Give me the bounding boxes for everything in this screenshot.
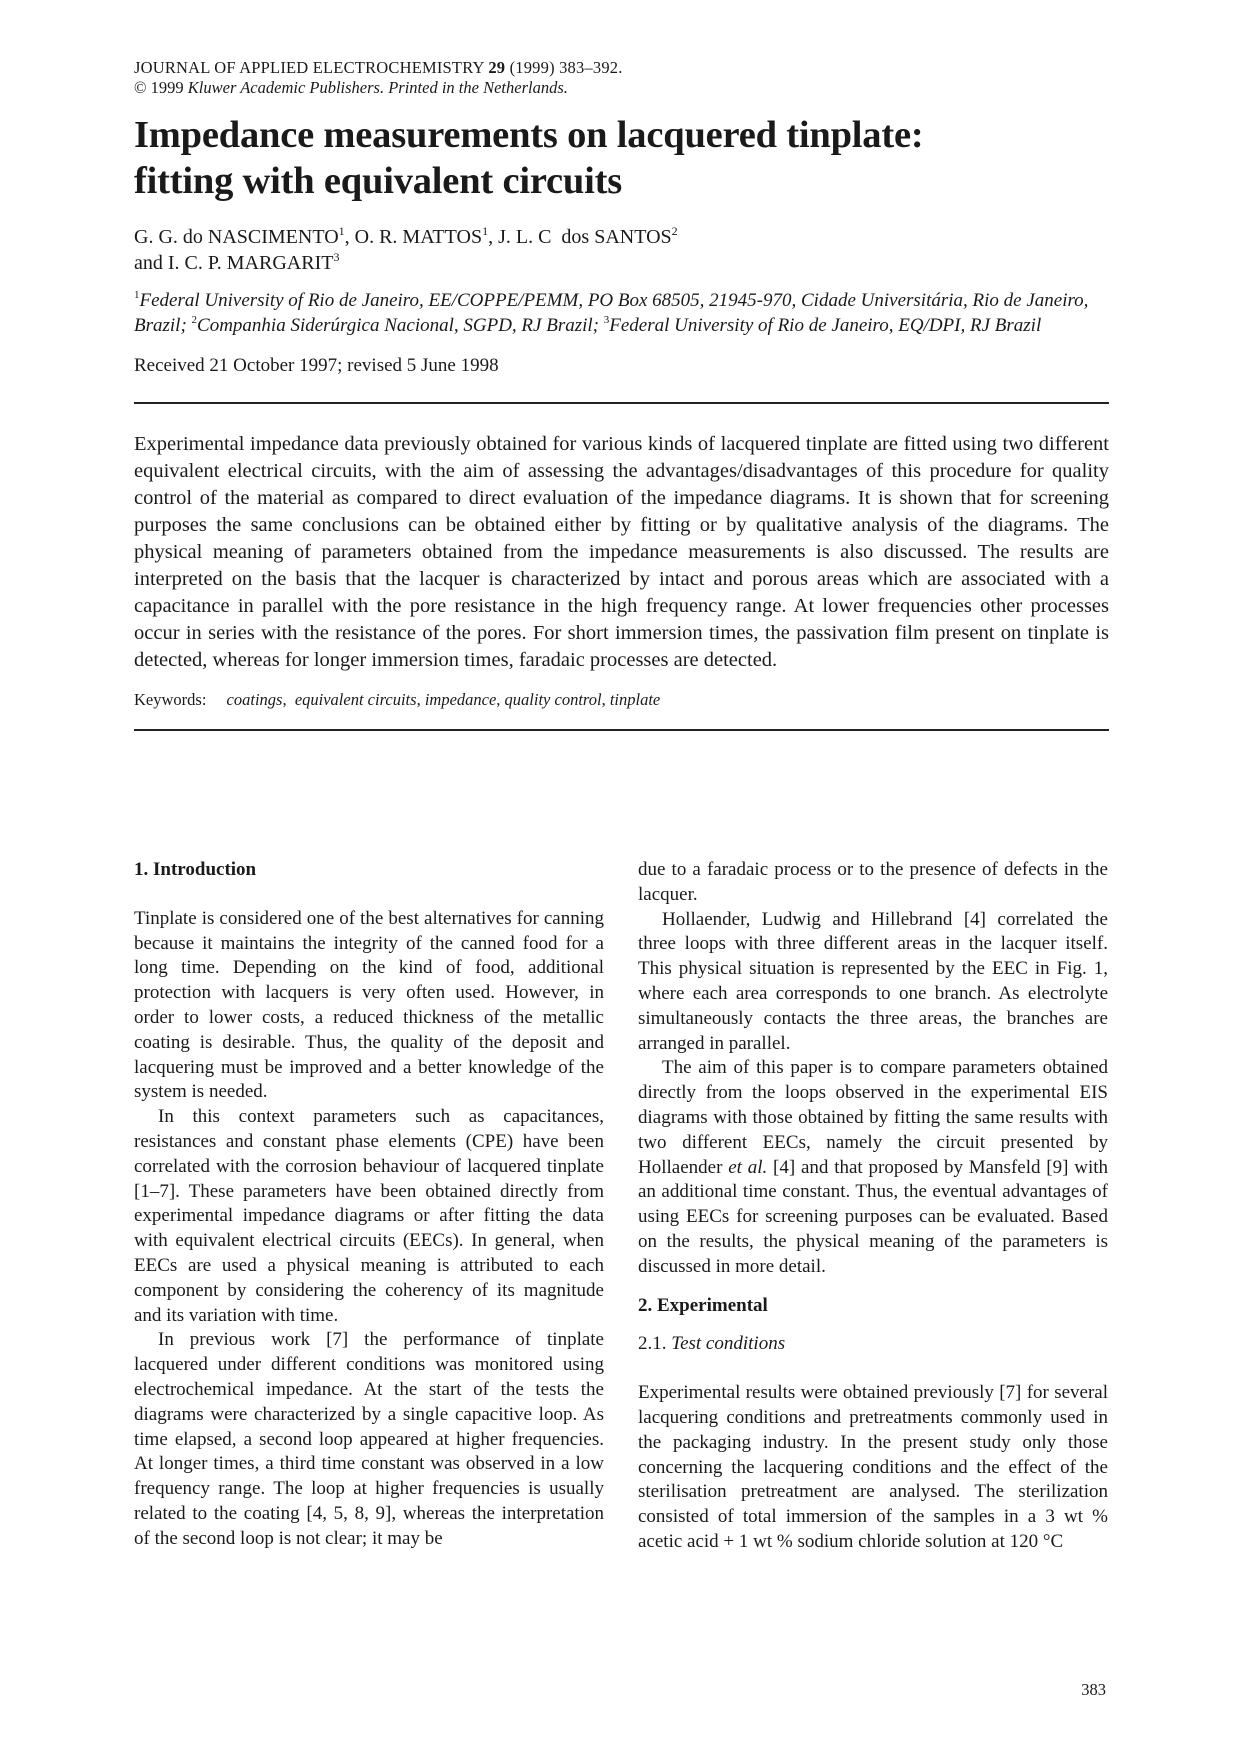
author-affiliation-mark: 2 — [671, 224, 678, 238]
paper-page — [134, 58, 1109, 1552]
keyword: impedance — [424, 690, 497, 709]
keyword: quality control — [504, 690, 602, 709]
copyright-year: 1999 — [150, 78, 184, 97]
keyword: tinplate — [609, 690, 661, 709]
author-affiliation-mark: 1 — [338, 224, 345, 238]
journal-name: JOURNAL OF APPLIED ELECTROCHEMISTRY — [134, 58, 485, 77]
paragraph: Hollaender, Ludwig and Hillebrand [4] correlated the three loops with three different areas in the lacquer itself. This physical situation is represented by the EEC in Fig. 1, where each area corresponds to one branch. As electrolyte simultaneously contacts the three areas, the branches are arranged in parallel. — [638, 908, 1108, 1054]
paragraph — [638, 1056, 1108, 1279]
keyword-separator: , — [496, 690, 501, 709]
paragraph: due to a faradaic process or to the presence of defects in the lacquer. — [638, 859, 1108, 905]
title-line-1: Impedance measurements on lacquered tinplate: — [134, 114, 924, 156]
et-al: et al. — [728, 1156, 768, 1178]
affiliation-text: Federal University of Rio de Janeiro, EQ/DPI, RJ Brazil — [609, 315, 1042, 336]
keyword-separator: , — [601, 690, 606, 709]
keywords — [134, 689, 1109, 711]
affiliations — [134, 288, 1109, 338]
copyright-symbol: © — [134, 78, 147, 97]
affiliation-mark: 1 — [134, 289, 140, 301]
author-affiliation-mark: 3 — [333, 250, 340, 264]
affiliation-mark: 2 — [191, 314, 198, 326]
author-affiliation-mark: 1 — [482, 224, 489, 238]
received-dates: Received 21 October 1997; revised 5 June 1998 — [134, 355, 499, 376]
keyword-separator: , — [416, 690, 421, 709]
author-list: G. G. do NASCIMENTO$^1$, O. R. MATTOS$^1$, J. L. C dos SANTOS$^2$ and I. C. P. MARGARIT$^3$ — [134, 224, 678, 274]
author-name: I. C. P. MARGARIT — [167, 252, 334, 274]
copyright-line — [134, 78, 1109, 98]
journal-header — [134, 58, 1109, 78]
keywords-label: Keywords: — [134, 690, 207, 709]
paper-title — [134, 112, 1109, 204]
paragraph: In previous work [7] the performance of tinplate lacquered under different conditions was monitored using electrochemical impedance. At the start of the tests the diagrams were characterized by a single capacitive loop. As time elapsed, a second loop appeared at higher frequencies. At longer times, a third time constant was observed in a low frequency range. The loop at higher frequencies is usually related to the coating [4, 5, 8, 9], whereas the interpretation of the second loop is not clear; it may be — [134, 1329, 604, 1549]
section-heading-experimental: 2. Experimental — [638, 1294, 768, 1316]
subsection-heading — [638, 1332, 1108, 1357]
abstract-top-rule — [134, 402, 1109, 404]
right-column — [638, 858, 1108, 1555]
affiliation-text: Companhia Siderúrgica Nacional, SGPD, RJ Brazil; — [197, 315, 599, 336]
paragraph: Experimental results were obtained previously [7] for several lacquering conditions and pretreatments commonly used in the packaging industry. In the present study only those concerning the lacquering conditions and the effect of the sterilisation pretreatment are analysed. The sterilization consisted of total immersion of the samples in a 3 wt % acetic acid + 1 wt % sodium chloride solution at 120 °C — [638, 1382, 1108, 1552]
abstract-bottom-rule — [134, 729, 1109, 731]
abstract: Experimental impedance data previously obtained for various kinds of lacquered tinplate are fitted using two different equivalent electrical circuits, with the aim of assessing the advantages/disadvantages of this procedure for quality control of the material as compared to direct evaluation of the impedance diagrams. It is shown that for screening purposes the same conclusions can be obtained either by fitting or by qualitative analysis of the diagrams. The physical meaning of parameters obtained from the impedance measurements is also discussed. The results are interpreted on the basis that the lacquer is characterized by intact and porous areas which are associated with a capacitance in parallel with the pore resistance in the high frequency range. At lower frequencies other processes occur in series with the resistance of the pores. For short immersion times, the passivation film present on tinplate is detected, whereas for longer immersion times, faradaic processes are detected. — [134, 433, 1109, 671]
subsection-title: Test conditions — [671, 1333, 786, 1355]
paragraph: Tinplate is considered one of the best alternatives for canning because it maintains the integrity of the canned food for a long time. Depending on the kind of food, additional protection with lacquers is very often used. However, in order to lower costs, a reduced thickness of the metallic coating is desirable. Thus, the quality of the deposit and lacquering must be improved and a better knowledge of the system is needed. — [134, 907, 604, 1103]
subsection-number: 2.1. — [638, 1333, 667, 1355]
author-name: G. G. do NASCIMENTO — [134, 226, 339, 248]
paragraph-text: [4] and that proposed by Mansfeld [9] with an additional time constant. Thus, the eventual advantages of using EECs for screening purposes can be evaluated. Based on the results, the physical meaning of the parameters is discussed in more detail. — [638, 1156, 1109, 1277]
keyword: equivalent circuits — [294, 690, 417, 709]
journal-volume: 29 — [488, 58, 506, 77]
affiliation-mark: 3 — [603, 314, 610, 326]
affiliation-text: Federal University of Rio de Janeiro, EE/COPPE/PEMM, PO Box 68505, 21945-970, Cidade Universitária, Rio de Janeiro, Brazil; — [134, 290, 1089, 336]
author-name: J. L. C dos SANTOS — [498, 226, 672, 248]
keyword-separator: , — [282, 690, 287, 709]
page-number: 383 — [1081, 1680, 1106, 1699]
copyright-publisher: Kluwer Academic Publishers. Printed in the Netherlands. — [187, 78, 568, 97]
journal-details: (1999) 383–392. — [509, 58, 623, 77]
left-column — [134, 858, 604, 1552]
paragraph: In this context parameters such as capacitances, resistances and constant phase elements (CPE) have been correlated with the corrosion behaviour of lacquered tinplate [1–7]. These parameters have been obtained directly from experimental impedance diagrams or after fitting the data with equivalent electrical circuits (EECs). In general, when EECs are used a physical meaning is attributed to each component by considering the coherency of its magnitude and its variation with time. — [134, 1106, 604, 1326]
paragraph-text: The aim of this paper is to compare parameters obtained directly from the loops observed in the experimental EIS diagrams with those obtained by fitting the same results with two different EECs, namely the circuit presented by Hollaender — [638, 1057, 1108, 1178]
author-conjunction: and — [134, 252, 163, 274]
keyword: coatings — [226, 690, 283, 709]
author-name: O. R. MATTOS — [354, 226, 483, 248]
title-line-2: fitting with equivalent circuits — [134, 160, 623, 202]
section-heading-introduction: 1. Introduction — [134, 859, 257, 880]
